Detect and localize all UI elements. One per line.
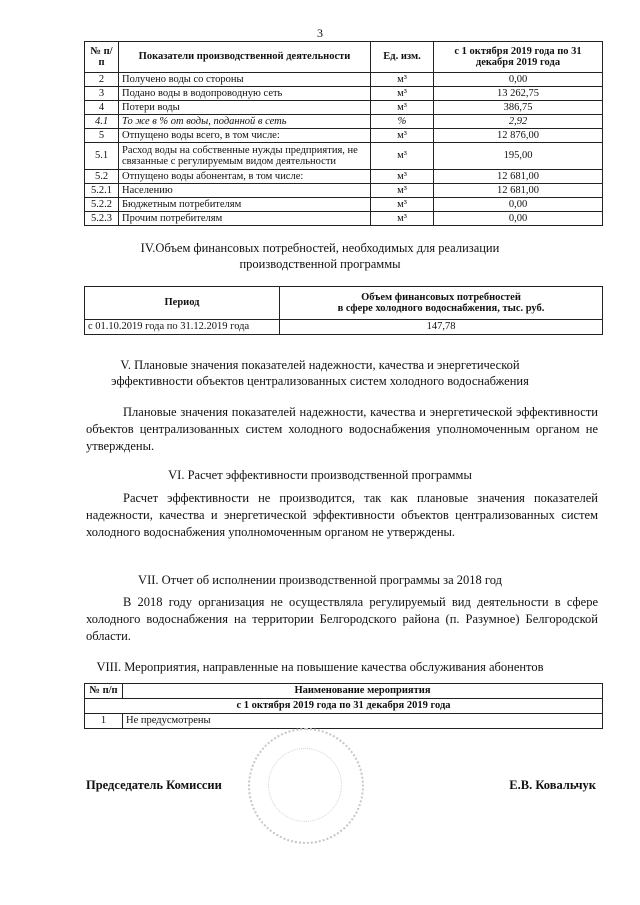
section-5-text: Плановые значения показателей надежности, качества и энергетической эффективности объектов централизованных систем холодного водоснабжения уполномоченным органом не утверждены. [86,405,598,453]
value: 12 681,00 [434,184,603,198]
row-number: 5.2.2 [85,198,119,212]
value: 386,75 [434,101,603,115]
table-row [85,101,603,115]
header-activity: Наименование мероприятия [123,684,603,699]
section-5-heading [0,357,640,389]
row-number: 4.1 [85,115,119,129]
row-number: 1 [85,714,123,729]
table-row [85,212,603,226]
row-number: 5 [85,129,119,143]
official-stamp-icon [248,728,364,844]
stamp-inner-ring [268,748,342,822]
header-no: № п/п [85,684,123,699]
financial-needs-table [84,286,603,335]
unit: м³ [371,87,434,101]
value: 195,00 [434,143,603,170]
section-5-heading-line-1: V. Плановые значения показателей надежности, качества и энергетической [120,358,520,372]
indicator-name: Отпущено воды всего, в том числе: [119,129,371,143]
production-indicators-table [84,41,603,226]
indicator-name: То же в % от воды, поданной в сеть [119,115,371,129]
activities-table [84,683,603,729]
header-unit: Ед. изм. [371,42,434,73]
value: 2,92 [434,115,603,129]
indicator-name: Населению [119,184,371,198]
indicator-name: Отпущено воды абонентам, в том числе: [119,170,371,184]
header-period: Период [85,287,280,320]
unit: м³ [371,170,434,184]
period-value: с 01.10.2019 года по 31.12.2019 года [85,320,280,335]
table-row [85,73,603,87]
activity-name: Не предусмотрены [123,714,603,729]
table-row [85,198,603,212]
header-no: № п/п [85,42,119,73]
unit: м³ [371,212,434,226]
header-amount-line-1: Объем финансовых потребностей [361,291,521,303]
section-4-heading-line-2: производственной программы [239,257,401,271]
value: 0,00 [434,198,603,212]
unit: м³ [371,101,434,115]
table-row [85,143,603,170]
header-indicator: Показатели производственной деятельности [119,42,371,73]
value: 13 262,75 [434,87,603,101]
page-number: 3 [317,26,323,40]
indicator-name: Получено воды со стороны [119,73,371,87]
section-8-heading: VIII. Мероприятия, направленные на повышение качества обслуживания абонентов [96,660,544,674]
unit: м³ [371,184,434,198]
row-number: 4 [85,101,119,115]
indicator-name: Бюджетным потребителям [119,198,371,212]
table-row [85,699,603,714]
value: 12 876,00 [434,129,603,143]
value: 0,00 [434,212,603,226]
row-number: 3 [85,87,119,101]
table-row [85,115,603,129]
table-header-row [85,684,603,699]
header-amount [280,287,603,320]
table-header-row [85,42,603,73]
table-row [85,129,603,143]
value: 0,00 [434,73,603,87]
table-row [85,320,603,335]
section-6-text: Расчет эффективности не производится, так как плановые значения показателей надежности, качества и энергетической эффективности объектов централизованных систем холодного водоснабжения уполномоченным органом не утверждены. [86,491,598,539]
value: 12 681,00 [434,170,603,184]
row-number: 5.2.3 [85,212,119,226]
unit: м³ [371,198,434,212]
indicator-name: Подано воды в водопроводную сеть [119,87,371,101]
header-period: с 1 октября 2019 года по 31 декабря 2019 года [434,42,603,73]
signature-title: Председатель Комиссии [86,778,222,792]
header-amount-line-2: в сфере холодного водоснабжения, тыс. руб. [337,303,545,314]
section-7-heading: VII. Отчет об исполнении производственной программы за 2018 год [138,573,502,587]
unit: % [371,115,434,129]
row-number: 5.2.1 [85,184,119,198]
period-row: с 1 октября 2019 года по 31 декабря 2019 года [85,699,603,714]
section-6-heading: VI. Расчет эффективности производственной программы [168,468,472,482]
indicator-name: Прочим потребителям [119,212,371,226]
section-7-text: В 2018 году организация не осуществляла регулируемый вид деятельности в сфере холодного водоснабжения на территории Белгородского района (п. Разумное) Белгородской области. [86,595,598,643]
indicator-name: Расход воды на собственные нужды предприятия, не связанные с регулируемым видом деятельности [119,143,371,170]
amount-value: 147,78 [280,320,603,335]
table-row [85,714,603,729]
unit: м³ [371,129,434,143]
row-number: 5.2 [85,170,119,184]
section-4-heading [0,240,640,272]
row-number: 5.1 [85,143,119,170]
signature-name: Е.В. Ковальчук [509,778,596,792]
table-row [85,184,603,198]
table-header-row [85,287,603,320]
unit: м³ [371,143,434,170]
indicator-name: Потери воды [119,101,371,115]
unit: м³ [371,73,434,87]
section-4-heading-line-1: IV.Объем финансовых потребностей, необходимых для реализации [140,241,500,255]
table-row [85,170,603,184]
section-5-heading-line-2: эффективности объектов централизованных систем холодного водоснабжения [111,374,529,388]
row-number: 2 [85,73,119,87]
table-row [85,87,603,101]
